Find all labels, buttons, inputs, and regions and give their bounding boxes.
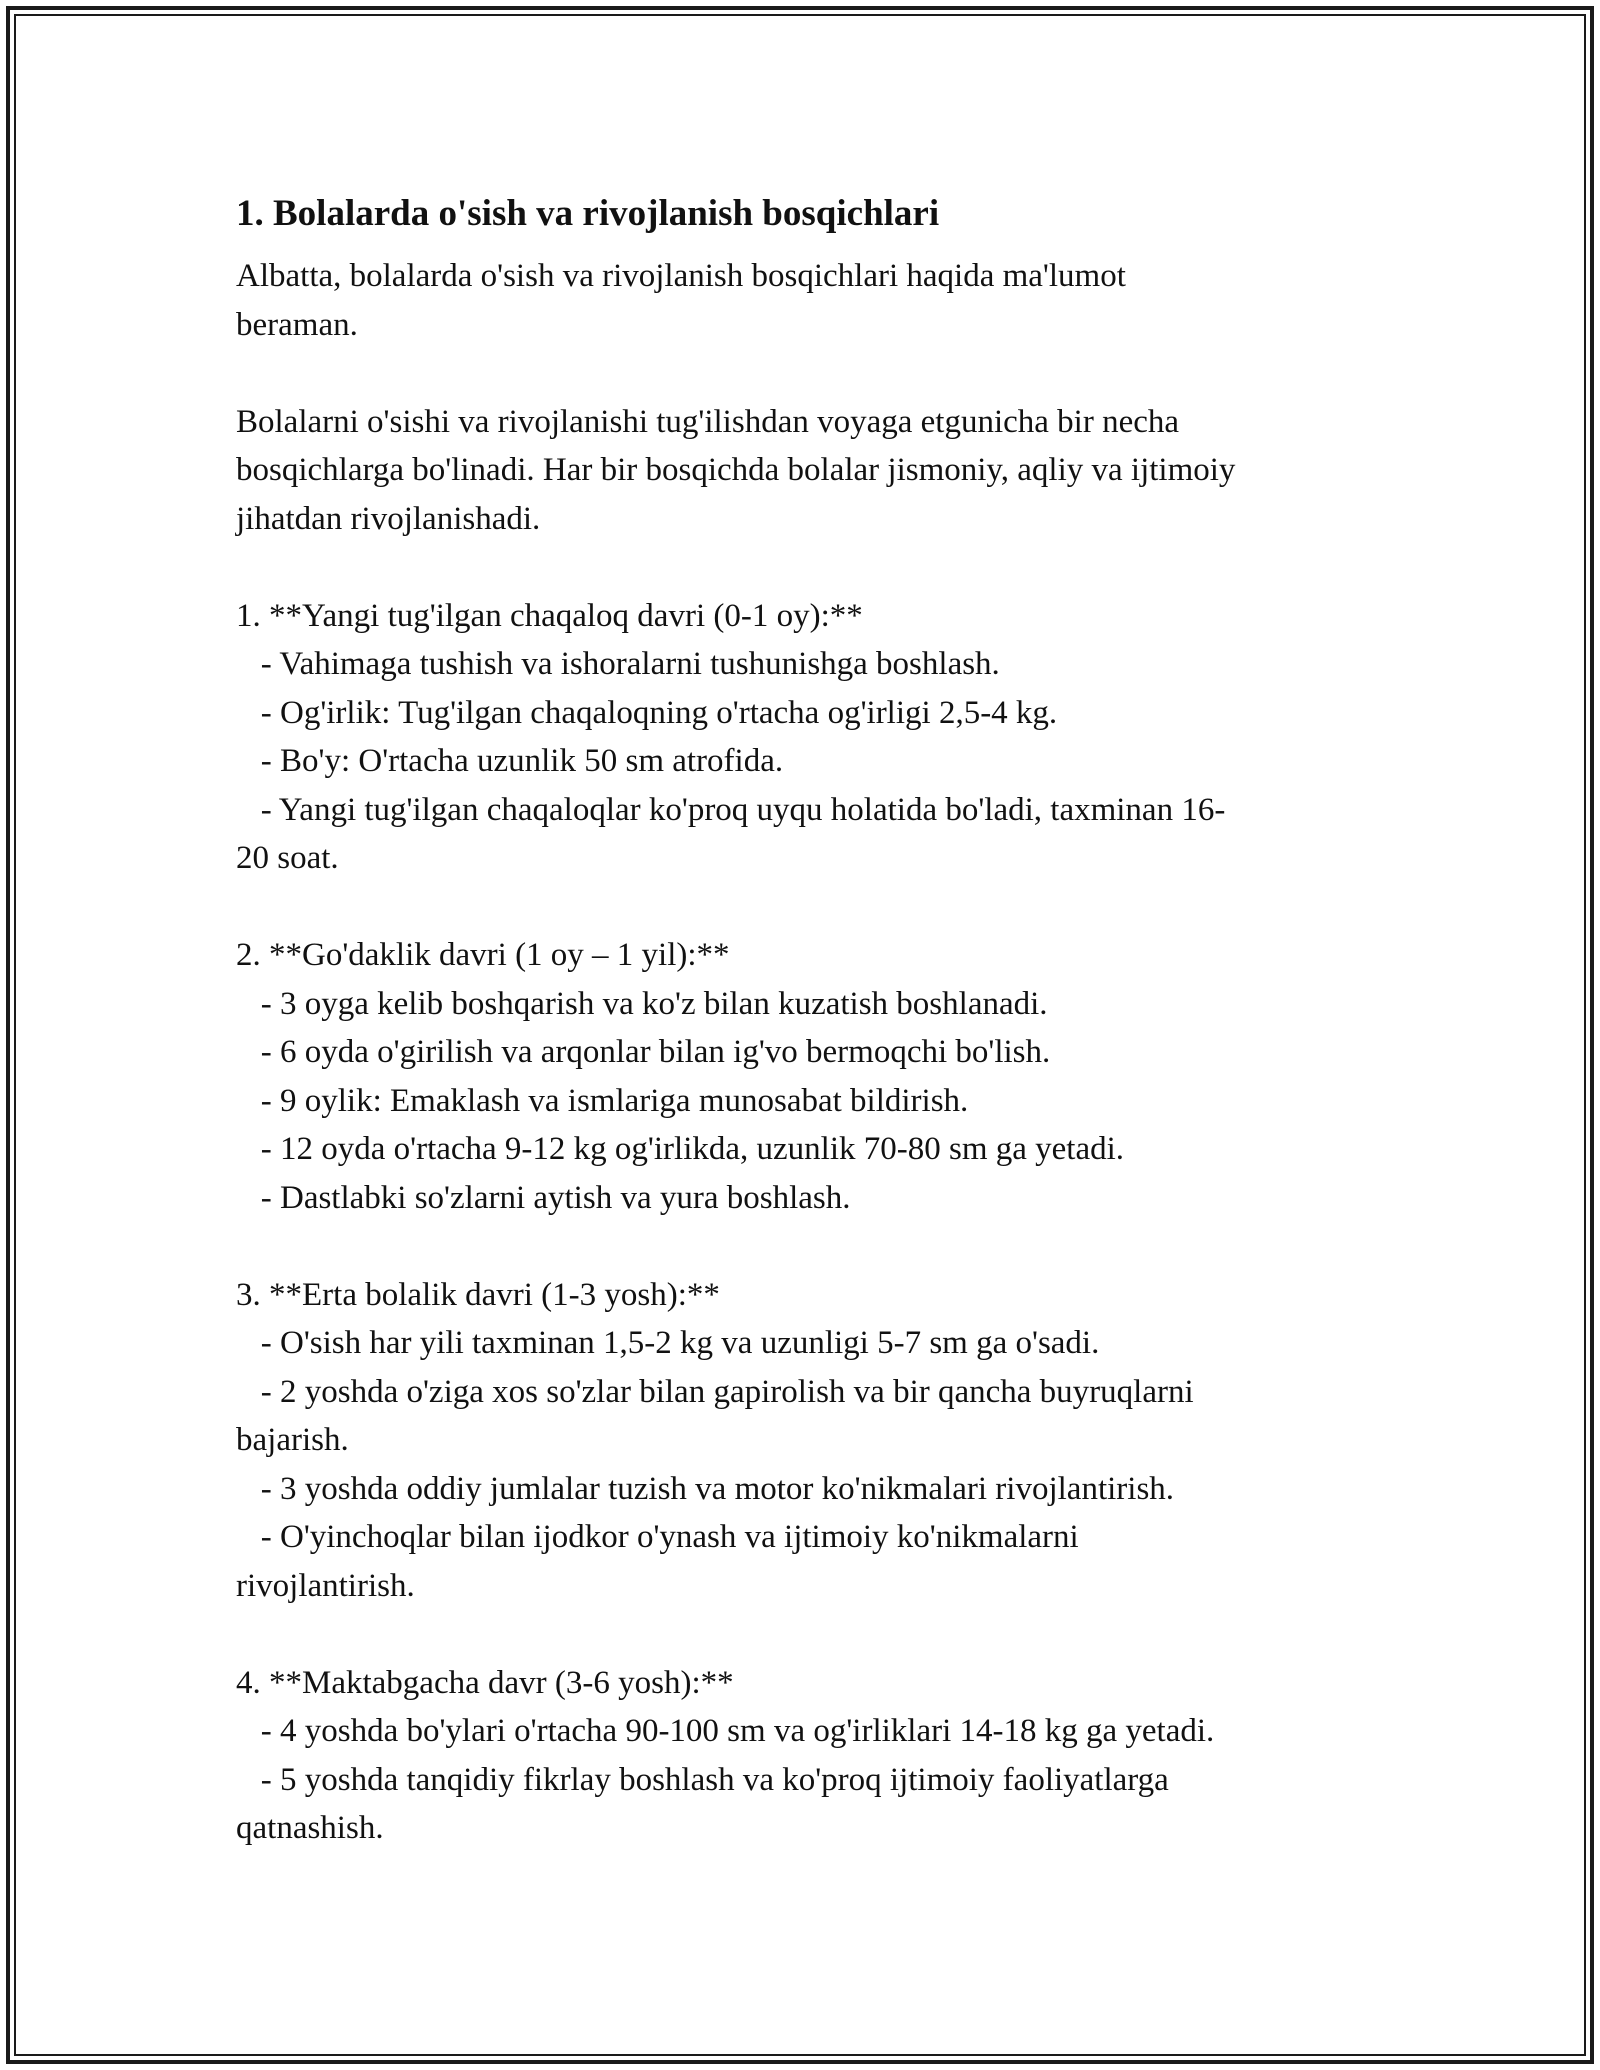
document-title: 1. Bolalarda o'sish va rivojlanish bosqichlari <box>236 193 940 234</box>
document-content <box>236 186 1356 1853</box>
document-body: Albatta, bolalarda o'sish va rivojlanish bosqichlari haqida ma'lumot beraman. Bolalarni o'sishi va rivojlanishi tug'ilishdan voyaga etgunicha bir necha bosqichlarga bo'linadi. Har bir bosqichda bolalar jismoniy, aqliy va ijtimoiy jihatdan rivojlanishadi. 1. **Yangi tug'ilgan chaqaloq davri (0-1 oy):** - Vahimaga tushish va ishoralarni tushunishga boshlash. - Og'irlik: Tug'ilgan chaqaloqning o'rtacha og'irligi 2,5-4 kg. - Bo'y: O'rtacha uzunlik 50 sm atrofida. - Yangi tug'ilgan chaqaloqlar ko'proq uyqu holatida bo'ladi, taxminan 16- 20 soat. 2. **Go'daklik davri (1 oy – 1 yil):** - 3 oyga kelib boshqarish va ko'z bilan kuzatish boshlanadi. - 6 oyda o'girilish va arqonlar bilan ig'vo bermoqchi bo'lish. - 9 oylik: Emaklash va ismlariga munosabat bildirish. - 12 oyda o'rtacha 9-12 kg og'irlikda, uzunlik 70-80 sm ga yetadi. - Dastlabki so'zlarni aytish va yura boshlash. 3. **Erta bolalik davri (1-3 yosh):** - O'sish har yili taxminan 1,5-2 kg va uzunligi 5-7 sm ga o'sadi. - 2 yoshda o'ziga xos so'zlar bilan gapirolish va bir qancha buyruqlarni bajarish. - 3 yoshda oddiy jumlalar tuzish va motor ko'nikmalari rivojlantirish. - O'yinchoqlar bilan ijodkor o'ynash va ijtimoiy ko'nikmalarni rivojlantirish. 4. **Maktabgacha davr (3-6 yosh):** - 4 yoshda bo'ylari o'rtacha 90-100 sm va og'irliklari 14-18 kg ga yetadi. - 5 yoshda tanqidiy fikrlay boshlash va ko'proq ijtimoiy faoliyatlarga qatnashish. <box>236 258 1236 1846</box>
